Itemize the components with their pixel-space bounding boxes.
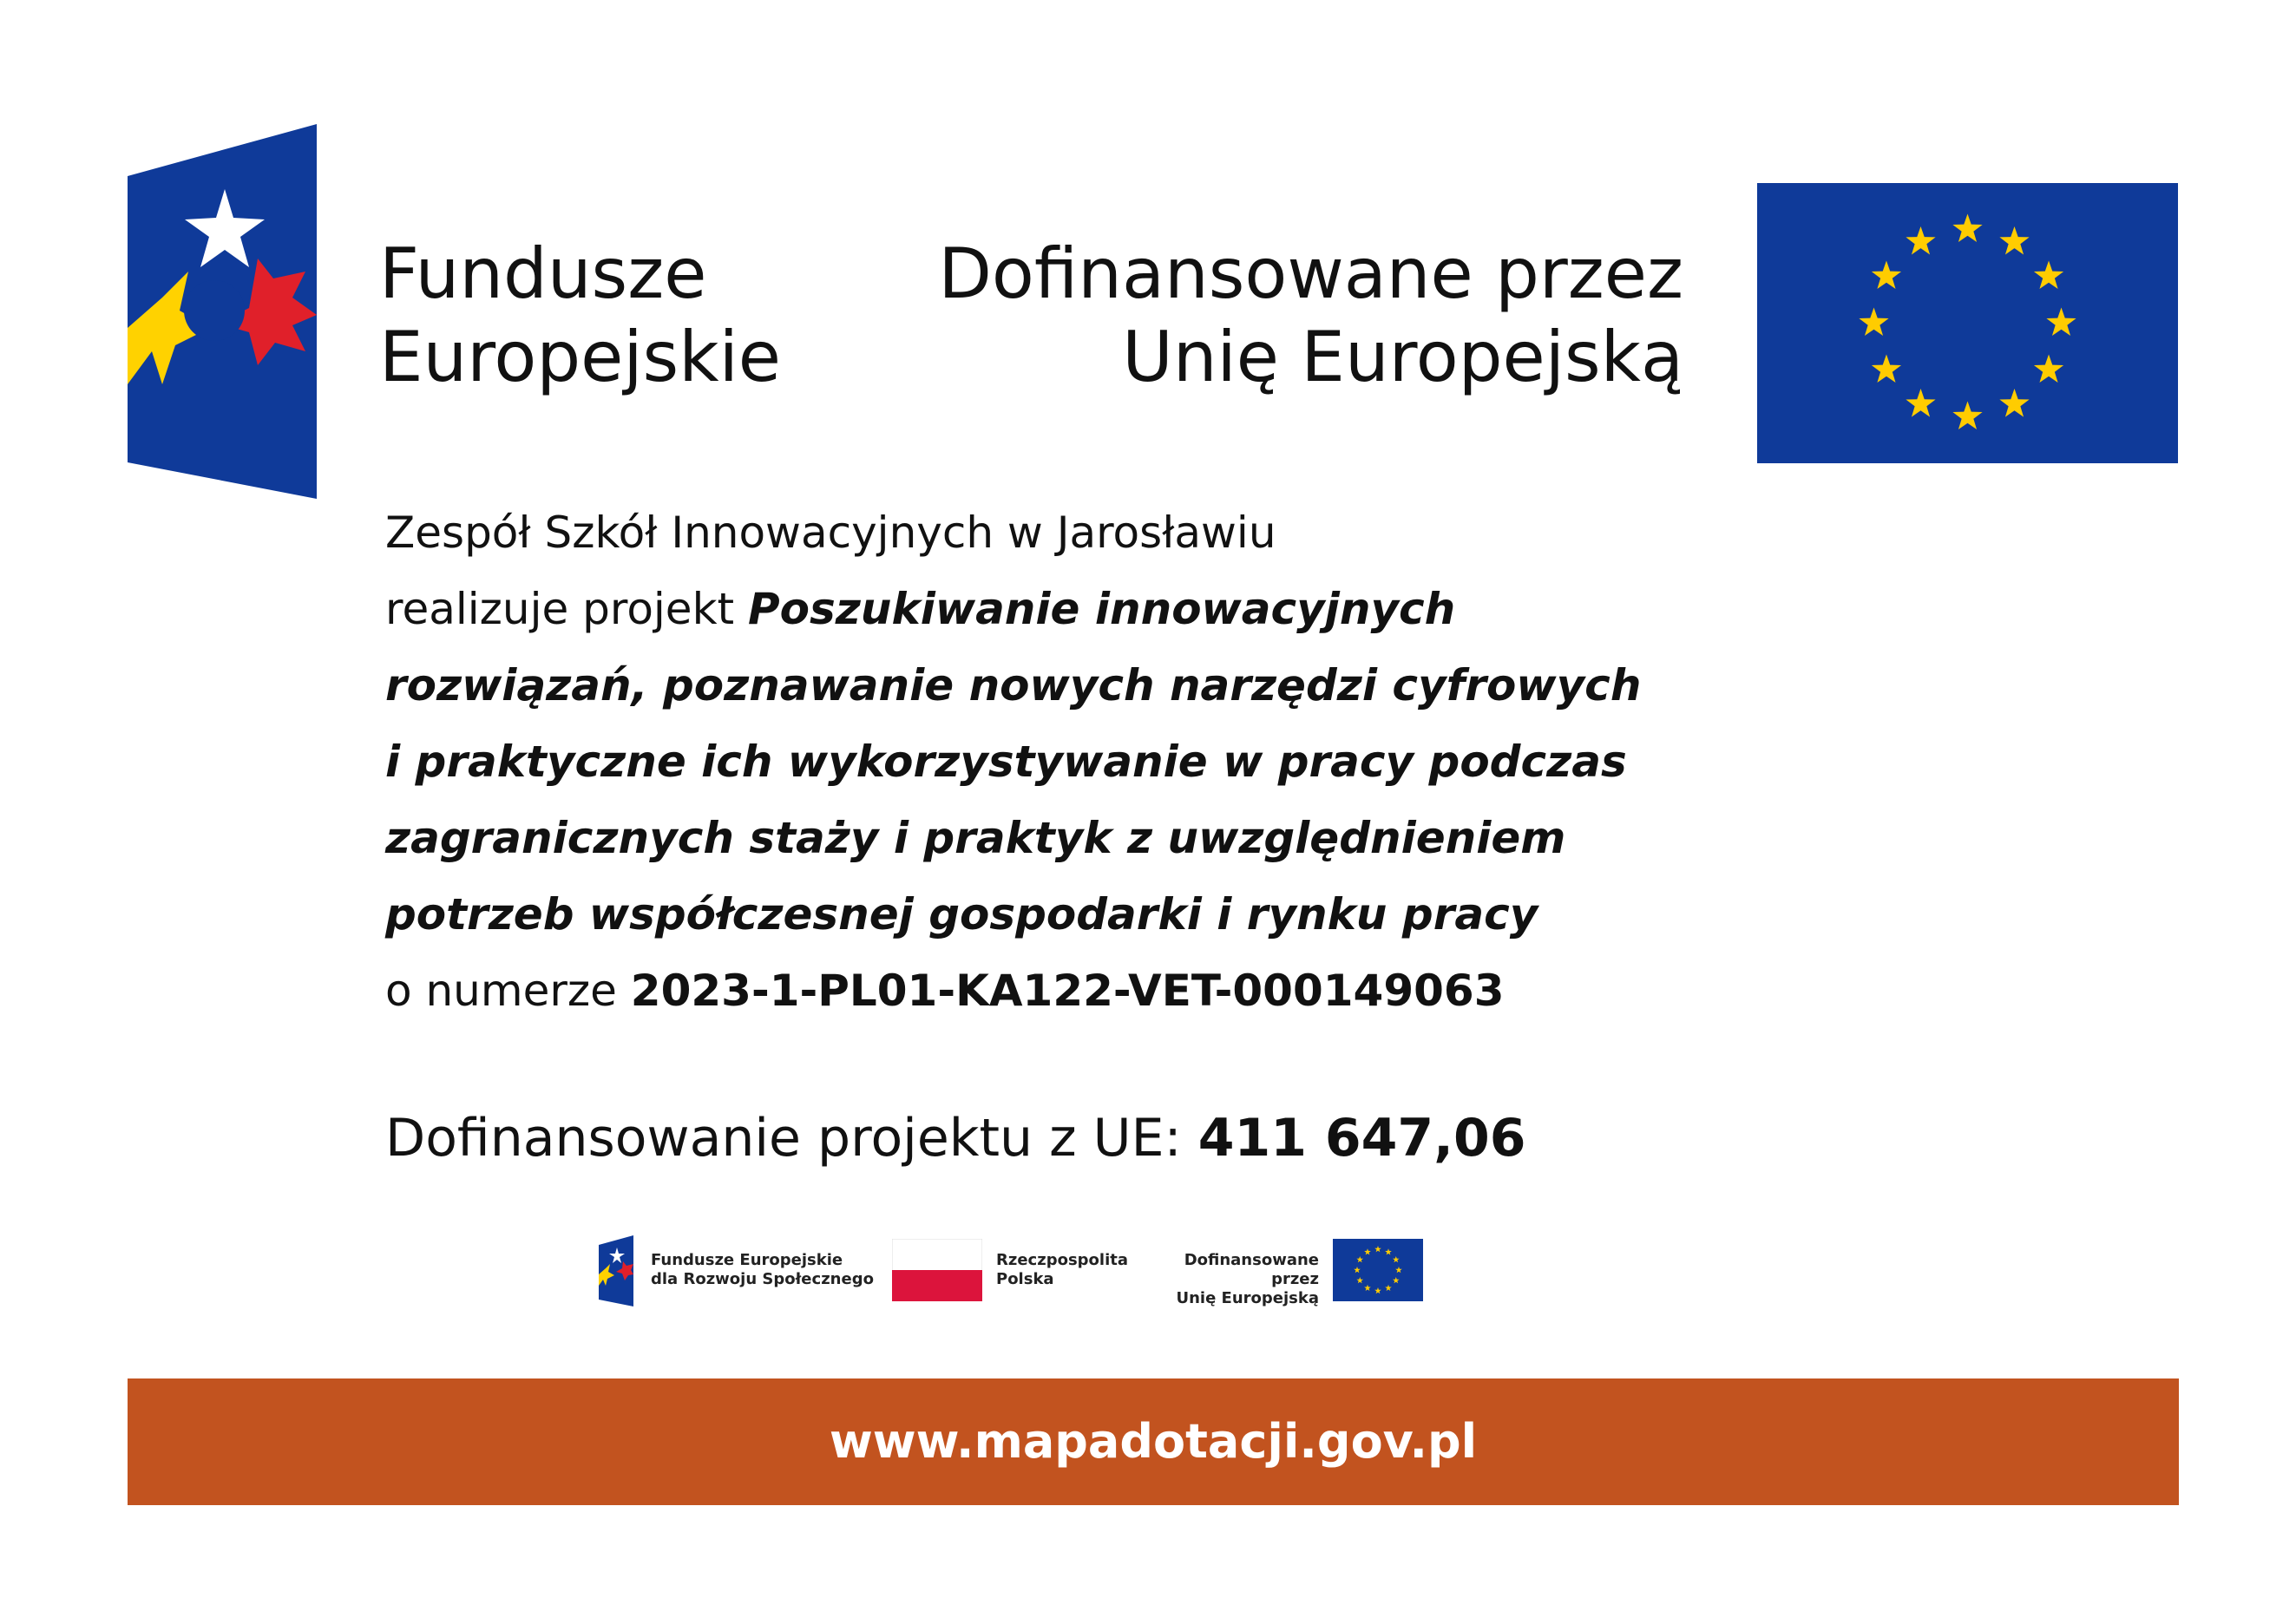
fe-small-line1: Fundusze Europejskie [651, 1251, 843, 1269]
fe-small-logo-icon [599, 1235, 633, 1306]
eu-flag-icon [1757, 183, 2178, 463]
fe-small-logo-text [651, 1251, 874, 1289]
rp-line1: Rzeczpospolita [996, 1251, 1128, 1269]
school-name: Zespół Szkół Innowacyjnych w Jarosławiu [385, 508, 1276, 558]
project-title-line2: rozwiązań, poznawanie nowych narzędzi cyfrowych [385, 660, 1642, 710]
website-url[interactable]: www.mapadotacji.gov.pl [829, 1414, 1478, 1469]
project-title-line5: potrzeb współczesnej gospodarki i rynku pracy [385, 889, 1538, 940]
bottom-banner [128, 1378, 2179, 1505]
funding-amount: 411 647,06 [1197, 1108, 1526, 1169]
fe-title-line1: Fundusze [379, 233, 707, 314]
ue-small-line1: Dofinansowane przez [1184, 1251, 1319, 1288]
eu-small-flag-icon [1333, 1239, 1423, 1301]
project-number: 2023-1-PL01-KA122-VET-000149063 [630, 966, 1505, 1016]
ue-title-line1: Dofinansowane przez [938, 233, 1683, 314]
polish-flag-icon [892, 1239, 982, 1301]
project-title-start: Poszukiwanie innowacyjnych [748, 584, 1456, 634]
ue-title-line2: Unię Europejską [1122, 317, 1683, 397]
project-number-line [385, 953, 1670, 1029]
project-number-prefix: o numerze [385, 966, 631, 1016]
rp-logo-text [996, 1251, 1128, 1289]
project-title-line1 [385, 571, 1670, 647]
ue-small-logo-text [1145, 1251, 1319, 1308]
fe-small-line2: dla Rozwoju Społecznego [651, 1270, 874, 1288]
funding-label: Dofinansowanie projektu z UE: [385, 1108, 1198, 1169]
ue-small-line2: Unię Europejską [1176, 1289, 1319, 1307]
dofinansowane-ue-title [850, 232, 1683, 399]
project-description [385, 494, 1670, 1029]
fundusze-europejskie-title [379, 232, 781, 399]
rp-line2: Polska [996, 1270, 1054, 1288]
logo-strip [599, 1232, 1432, 1310]
fundusze-europejskie-logo [128, 124, 317, 499]
project-title-line3: i praktyczne ich wykorzystywanie w pracy podczas [385, 737, 1627, 787]
fe-title-line2: Europejskie [379, 317, 782, 397]
project-prefix: realizuje projekt [385, 584, 749, 634]
funding-amount-line [385, 1103, 1525, 1173]
project-title-line4: zagranicznych staży i praktyk z uwzględnieniem [385, 813, 1566, 863]
